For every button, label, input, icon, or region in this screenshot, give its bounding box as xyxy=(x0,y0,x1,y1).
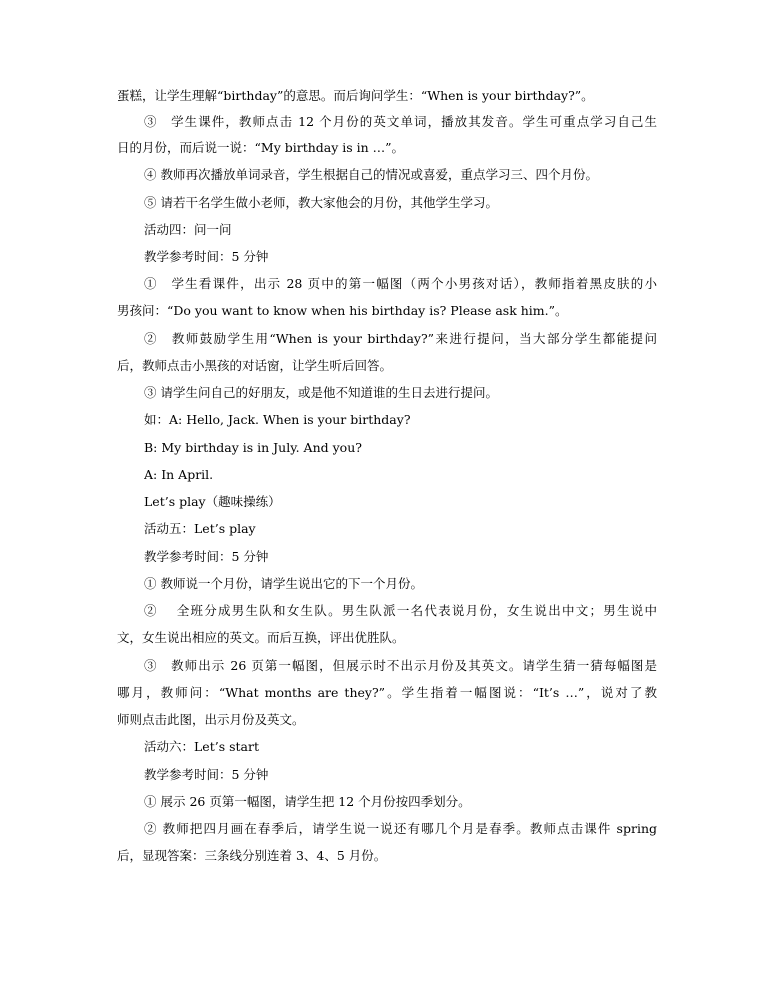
text-line: ③ 学生课件，教师点击 12 个月份的英文单词，播放其发音。学生可重点学习自己生 xyxy=(144,114,657,129)
text-line: ③ 请学生问自己的好朋友，或是他不知道谁的生日去进行提问。 xyxy=(144,385,498,400)
time-note: 教学参考时间：5 分钟 xyxy=(144,549,269,564)
dialogue-line: B: My birthday is in July. And you? xyxy=(144,440,362,455)
text-line: 后，显现答案：三条线分别连着 3、4、5 月份。 xyxy=(117,848,387,863)
time-note: 教学参考时间：5 分钟 xyxy=(144,249,269,264)
text-line: 文，女生说出相应的英文。而后互换，评出优胜队。 xyxy=(117,630,405,645)
section-heading: 活动五：Let’s play xyxy=(144,521,256,536)
text-line: 后，教师点击小黑孩的对话窗，让学生听后回答。 xyxy=(117,358,393,373)
text-line: 蛋糕，让学生理解“birthday”的意思。而后询问学生：“When is your birthday?”。 xyxy=(117,88,594,103)
text-line: ③ 教师出示 26 页第一幅图，但展示时不出示月份及其英文。请学生猜一猜每幅图是 xyxy=(144,658,657,673)
text-line: ① 展示 26 页第一幅图，请学生把 12 个月份按四季划分。 xyxy=(144,794,471,809)
text-line: ① 教师说一个月份，请学生说出它的下一个月份。 xyxy=(144,576,423,591)
text-line: 师则点击此图，出示月份及英文。 xyxy=(117,712,305,727)
dialogue-line: 如：A: Hello, Jack. When is your birthday? xyxy=(144,412,411,427)
text-line: ② 教师把四月画在春季后，请学生说一说还有哪几个月是春季。教师点击课件 spring xyxy=(144,821,657,836)
section-heading: Let’s play（趣味操练） xyxy=(144,494,281,509)
section-heading: 活动四：问一问 xyxy=(144,222,232,237)
text-line: ② 全班分成男生队和女生队。男生队派一名代表说月份，女生说出中文；男生说中 xyxy=(144,603,657,618)
text-line: ② 教师鼓励学生用“When is your birthday?”来进行提问，当大部分学生都能提问 xyxy=(144,331,657,346)
dialogue-line: A: In April. xyxy=(144,467,214,482)
text-line: 男孩问：“Do you want to know when his birthday is? Please ask him.”。 xyxy=(117,303,568,318)
section-heading: 活动六：Let’s start xyxy=(144,739,259,754)
text-line: ① 学生看课件，出示 28 页中的第一幅图（两个小男孩对话），教师指着黑皮肤的小 xyxy=(144,276,657,291)
text-line: ④ 教师再次播放单词录音，学生根据自己的情况或喜爱，重点学习三、四个月份。 xyxy=(144,167,598,182)
text-line: 哪月，教师问：“What months are they?”。学生指着一幅图说：“It’s …”，说对了教 xyxy=(117,685,657,700)
text-line: ⑤ 请若干名学生做小老师，教大家他会的月份，其他学生学习。 xyxy=(144,195,498,210)
text-line: 日的月份，而后说一说：“My birthday is in …”。 xyxy=(117,140,405,155)
time-note: 教学参考时间：5 分钟 xyxy=(144,767,269,782)
